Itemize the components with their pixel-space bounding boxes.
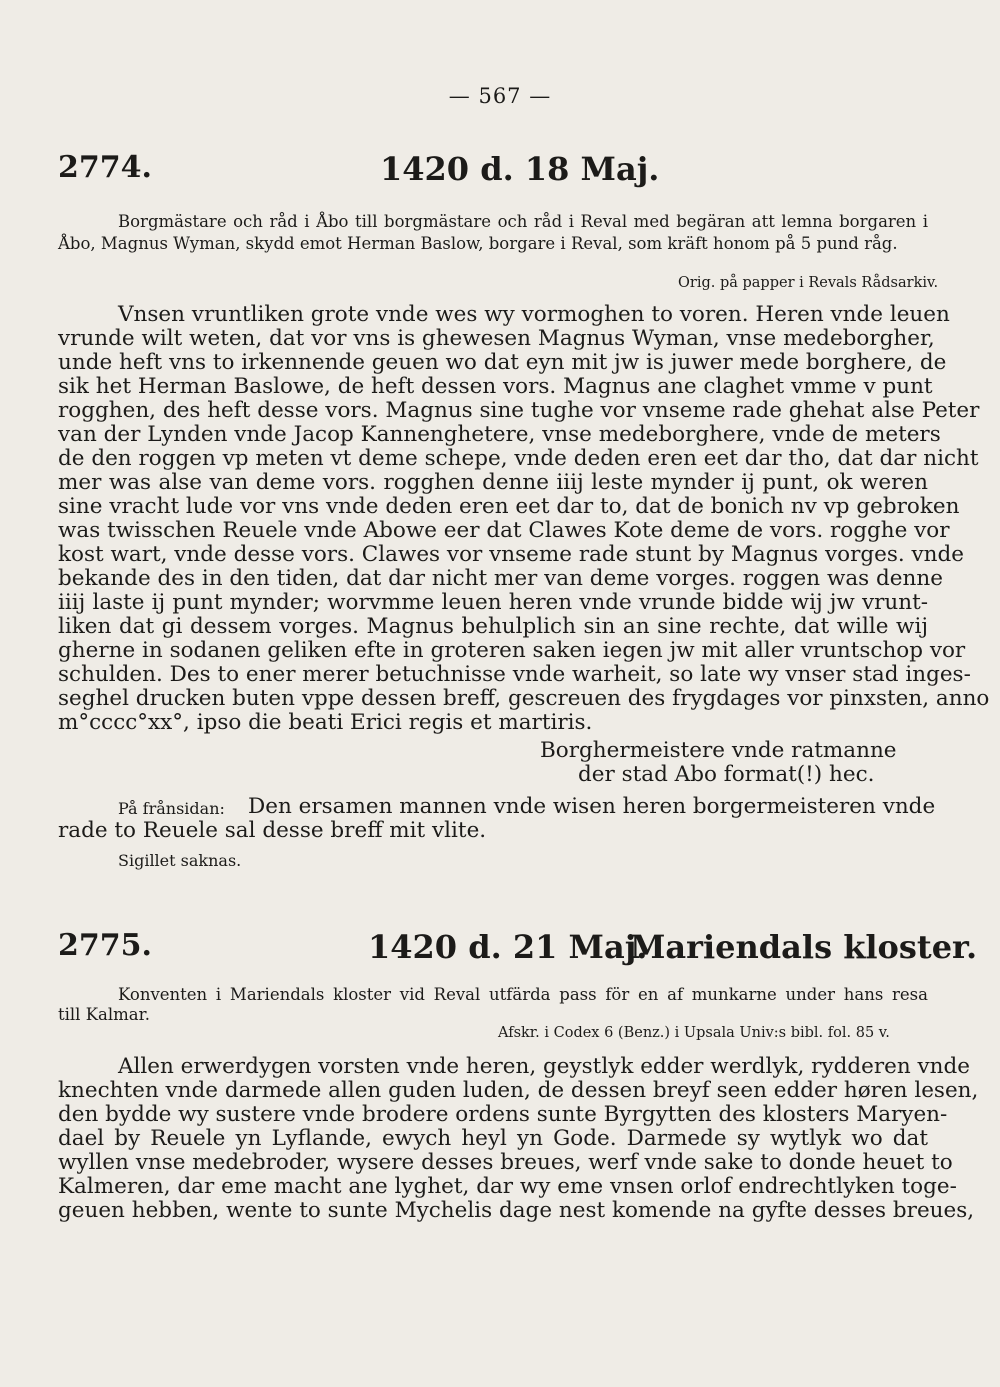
source-note: Afskr. i Codex 6 (Benz.) i Upsala Univ:s bibl. fol. 85 v. bbox=[498, 1025, 890, 1041]
closing-line: der stad Abo format(!) hec. bbox=[578, 762, 875, 787]
text-line: Kalmeren, dar eme macht ane lyghet, dar wy eme vnsen orlof endrechtlyken toge- bbox=[58, 1174, 957, 1199]
source-note: Orig. på papper i Revals Rådsarkiv. bbox=[678, 275, 939, 291]
entry-date: 1420 d. 21 Maj. bbox=[368, 928, 648, 966]
text-line: geuen hebben, wente to sunte Mychelis dage nest komende na gyfte desses breues, bbox=[58, 1198, 975, 1223]
entry-number: 2775. bbox=[58, 928, 152, 963]
text-line: Allen erwerdygen vorsten vnde heren, geystlyk edder werdlyk, rydderen vnde bbox=[118, 1054, 971, 1079]
seal-note: Sigillet saknas. bbox=[118, 851, 242, 870]
text-line: vrunde wilt weten, dat vor vns is ghewesen Magnus Wyman, vnse medeborgher, bbox=[58, 326, 935, 351]
text-line: schulden. Des to ener merer betuchnisse vnde warheit, so late wy vnser stad inges- bbox=[58, 662, 971, 687]
text-line: seghel drucken buten vppe dessen breff, gescreuen des frygdages vor pinxsten, anno bbox=[58, 686, 990, 711]
text-line: iiij laste ij punt mynder; worvmme leuen heren vnde vrunde bidde wij jw vrunt- bbox=[58, 590, 928, 615]
text-line: bekande des in den tiden, dat dar nicht mer van deme vorges. roggen was denne bbox=[58, 566, 943, 591]
text-line: kost wart, vnde desse vors. Clawes vor vnseme rade stunt by Magnus vorges. vnde bbox=[58, 542, 965, 567]
summary-line: Borgmästare och råd i Åbo till borgmästare och råd i Reval med begäran att lemna borgaren i bbox=[118, 212, 928, 231]
text-line: de den roggen vp meten vt deme schepe, vnde deden eren eet dar tho, dat dar nicht bbox=[58, 446, 979, 471]
page-number: — 567 — bbox=[448, 84, 552, 108]
text-line: wyllen vnse medebroder, wysere desses breues, werf vnde sake to donde heuet to bbox=[58, 1150, 953, 1175]
text-line: m°cccc°xx°, ipso die beati Erici regis et martiris. bbox=[58, 710, 593, 735]
entry-date: 1420 d. 18 Maj. bbox=[380, 150, 660, 188]
text-line: liken dat gi dessem vorges. Magnus behulplich sin an sine rechte, dat wille wij bbox=[58, 614, 928, 639]
text-line: was twisschen Reuele vnde Abowe eer dat Clawes Kote deme de vors. rogghe vor bbox=[58, 518, 950, 543]
reverse-text-line: Den ersamen mannen vnde wisen heren borgermeisteren vnde bbox=[248, 794, 936, 819]
summary-line: Åbo, Magnus Wyman, skydd emot Herman Baslow, borgare i Reval, som kräft honom på 5 pund råg. bbox=[58, 234, 898, 253]
text-line: van der Lynden vnde Jacop Kannenghetere, vnse medeborghere, vnde de meters bbox=[58, 422, 941, 447]
entry-number: 2774. bbox=[58, 150, 152, 185]
reverse-text-line: rade to Reuele sal desse breff mit vlite. bbox=[58, 818, 487, 843]
text-line: dael by Reuele yn Lyflande, ewych heyl yn Gode. Darmede sy wytlyk wo dat bbox=[58, 1126, 928, 1151]
closing-line: Borghermeistere vnde ratmanne bbox=[540, 738, 897, 763]
text-line: unde heft vns to irkennende geuen wo dat eyn mit jw is juwer mede borghere, de bbox=[58, 350, 947, 375]
text-line: knechten vnde darmede allen guden luden, de dessen breyf seen edder høren lesen, bbox=[58, 1078, 979, 1103]
entry-title: Mariendals kloster. bbox=[630, 928, 978, 966]
summary-line: till Kalmar. bbox=[58, 1005, 150, 1024]
text-line: sik het Herman Baslowe, de heft dessen vors. Magnus ane claghet vmme v punt bbox=[58, 374, 933, 399]
reverse-label: På frånsidan: bbox=[118, 799, 225, 818]
text-line: rogghen, des heft desse vors. Magnus sine tughe vor vnseme rade ghehat alse Peter bbox=[58, 398, 980, 423]
summary-line: Konventen i Mariendals kloster vid Reval utfärda pass för en af munkarne under hans resa bbox=[118, 985, 928, 1004]
text-line: den bydde wy sustere vnde brodere ordens sunte Byrgytten des klosters Maryen- bbox=[58, 1102, 948, 1127]
text-line: Vnsen vruntliken grote vnde wes wy vormoghen to voren. Heren vnde leuen bbox=[118, 302, 950, 327]
text-line: gherne in sodanen geliken efte in groteren saken iegen jw mit aller vruntschop vor bbox=[58, 638, 966, 663]
text-line: sine vracht lude vor vns vnde deden eren eet dar to, dat de bonich nv vp gebroken bbox=[58, 494, 960, 519]
text-line: mer was alse van deme vors. rogghen denne iiij leste mynder ij punt, ok weren bbox=[58, 470, 928, 495]
